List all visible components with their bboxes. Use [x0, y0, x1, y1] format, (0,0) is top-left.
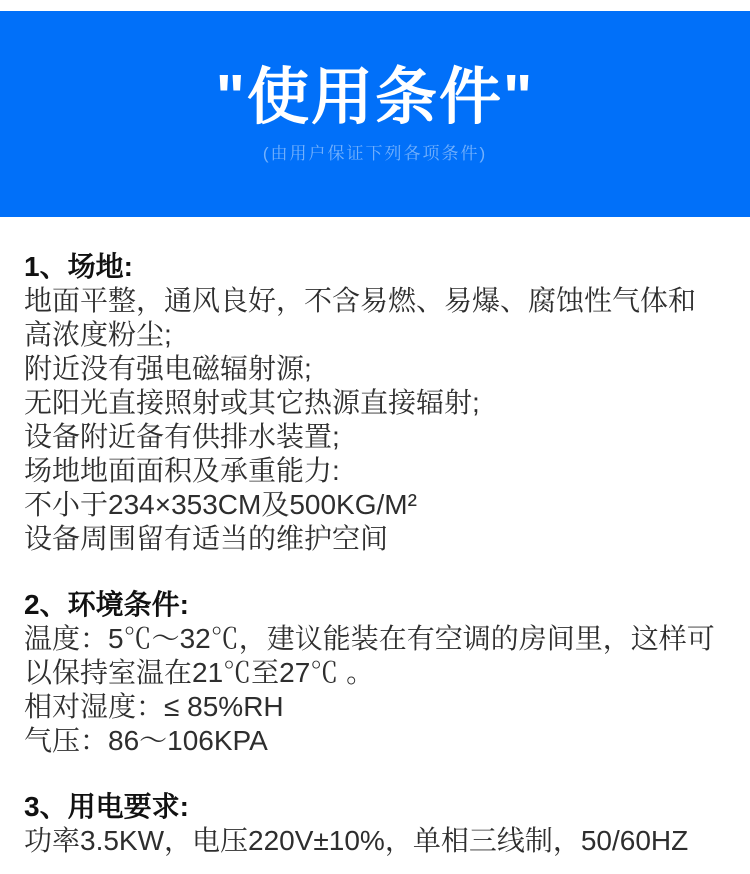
page-subtitle: (由用户保证下列各项条件): [262, 143, 488, 163]
spec-line: 以保持室温在21℃至27℃ 。: [24, 657, 375, 688]
spec-line: 无阳光直接照射或其它热源直接辐射;: [24, 387, 480, 418]
section-site: [24, 250, 726, 556]
section-site-heading: 1、场地:: [24, 251, 133, 282]
spec-line: 气压：86～106KPA: [24, 725, 268, 756]
spec-line: 设备附近备有供排水装置;: [24, 421, 340, 452]
spec-content: [0, 217, 750, 858]
spec-line: 地面平整，通风良好，不含易燃、易爆、腐蚀性气体和: [24, 285, 697, 316]
spec-line: 高浓度粉尘;: [24, 319, 172, 350]
spec-line: 功率3.5KW，电压220V±10%，单相三线制，50/60HZ: [24, 825, 689, 856]
section-power: [24, 790, 726, 858]
spec-line: 相对湿度：≤ 85%RH: [24, 691, 284, 722]
spec-line: 不小于234×353CM及500KG/M²: [24, 489, 417, 520]
page-title: "使用条件": [215, 62, 535, 132]
section-power-heading: 3、用电要求:: [24, 791, 189, 822]
spec-line: 温度：5℃～32℃，建议能装在有空调的房间里，这样可: [24, 623, 715, 654]
spec-line: 设备周围留有适当的维护空间: [24, 523, 389, 554]
header-banner: [0, 11, 750, 217]
spec-line: 附近没有强电磁辐射源;: [24, 353, 312, 384]
section-environment-heading: 2、环境条件:: [24, 589, 189, 620]
spec-line: 场地地面面积及承重能力:: [24, 455, 340, 486]
top-white-strip: [0, 0, 750, 11]
section-environment: [24, 588, 726, 758]
